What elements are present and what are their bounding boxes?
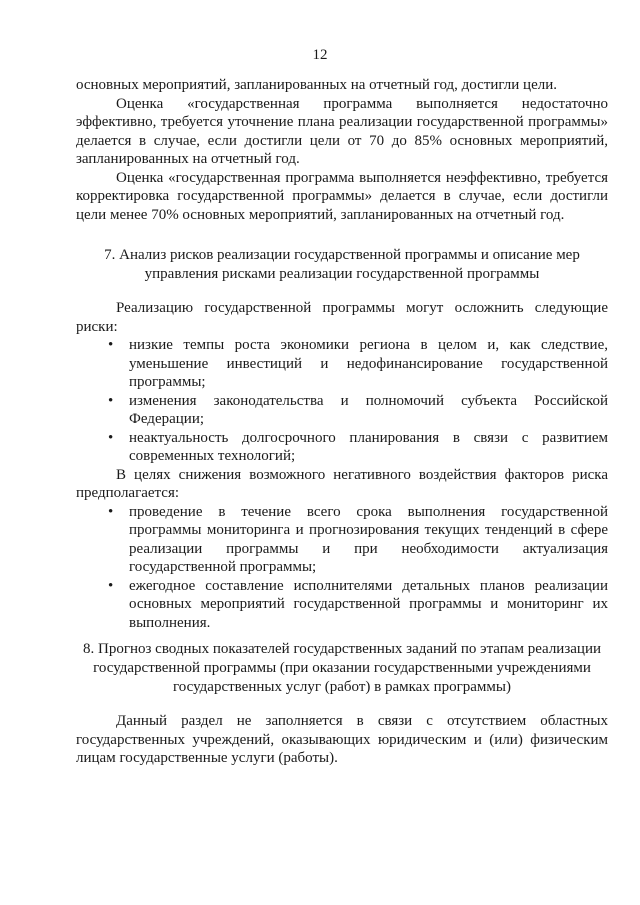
section-7-title-line-1: 7. Анализ рисков реализации государственной программы и описание мер xyxy=(104,247,580,263)
section-8-heading xyxy=(76,640,608,697)
risks-lead-paragraph: Реализацию государственной программы могут осложнить следующие риски: xyxy=(76,300,608,335)
section-7-body xyxy=(76,299,608,632)
bullet-icon: • xyxy=(108,577,114,594)
measure-text: ежегодное составление исполнителями детальных планов реализации основных мероприятий государственной программы и мониторинг их выполнения. xyxy=(129,577,608,631)
section-8-body xyxy=(76,712,608,768)
bullet-icon: • xyxy=(108,392,114,409)
list-item xyxy=(76,392,608,429)
list-item xyxy=(76,429,608,466)
section-7-heading xyxy=(76,246,608,284)
measure-text: проведение в течение всего срока выполнения государственной программы мониторинга и прогнозирования текущих тенденций в сфере реализации программы и при необходимости актуализация государственной программы; xyxy=(129,503,608,575)
section-8-title-line-1: 8. Прогноз сводных показателей государственных заданий по этапам реализации xyxy=(82,641,601,657)
page-number: 12 xyxy=(312,47,328,63)
measures-list xyxy=(76,503,608,633)
intro-paragraph-1: основных мероприятий, запланированных на отчетный год, достигли цели. xyxy=(76,77,558,93)
intro-block xyxy=(76,76,608,224)
risk-text: неактуальность долгосрочного планирования в связи с развитием современных технологий; xyxy=(129,429,608,464)
risk-text: изменения законодательства и полномочий субъекта Российской Федерации; xyxy=(129,392,608,427)
list-item xyxy=(76,577,608,633)
bullet-icon: • xyxy=(108,337,114,353)
intro-paragraph-3: Оценка «государственная программа выполняется неэффективно, требуется корректировка государственной программы» делается в случае, если достигли цели менее 70% основных мероприятий, запланированных на отчетный год. xyxy=(76,169,608,223)
section-8-title-line-2: государственной программы (при оказании государственными учреждениями xyxy=(93,660,591,676)
measures-lead-paragraph: В целях снижения возможного негативного воздействия факторов риска предполагается: xyxy=(76,466,608,501)
list-item xyxy=(76,503,608,577)
bullet-icon: • xyxy=(108,503,114,520)
risks-list xyxy=(76,336,608,466)
risk-text: низкие темпы роста экономики региона в целом и, как следствие, уменьшение инвестиций и недофинансирование государственной программы; xyxy=(129,337,608,390)
bullet-icon: • xyxy=(108,429,114,446)
section-7-title-line-2: управления рисками реализации государственной программы xyxy=(144,266,540,282)
list-item xyxy=(76,336,608,392)
section-8-title-line-3: государственных услуг (работ) в рамках программы) xyxy=(173,679,511,695)
section-8-paragraph: Данный раздел не заполняется в связи с отсутствием областных государственных учреждений, оказывающих юридическим и (или) физическим лицам государственные услуги (работы). xyxy=(76,713,608,766)
intro-paragraph-2: Оценка «государственная программа выполняется недостаточно эффективно, требуется уточнение плана реализации государственной программы» делается в случае, если достигли цели от 70 до 85% основных мероприятий, запланированных на отчетный год. xyxy=(76,95,608,167)
